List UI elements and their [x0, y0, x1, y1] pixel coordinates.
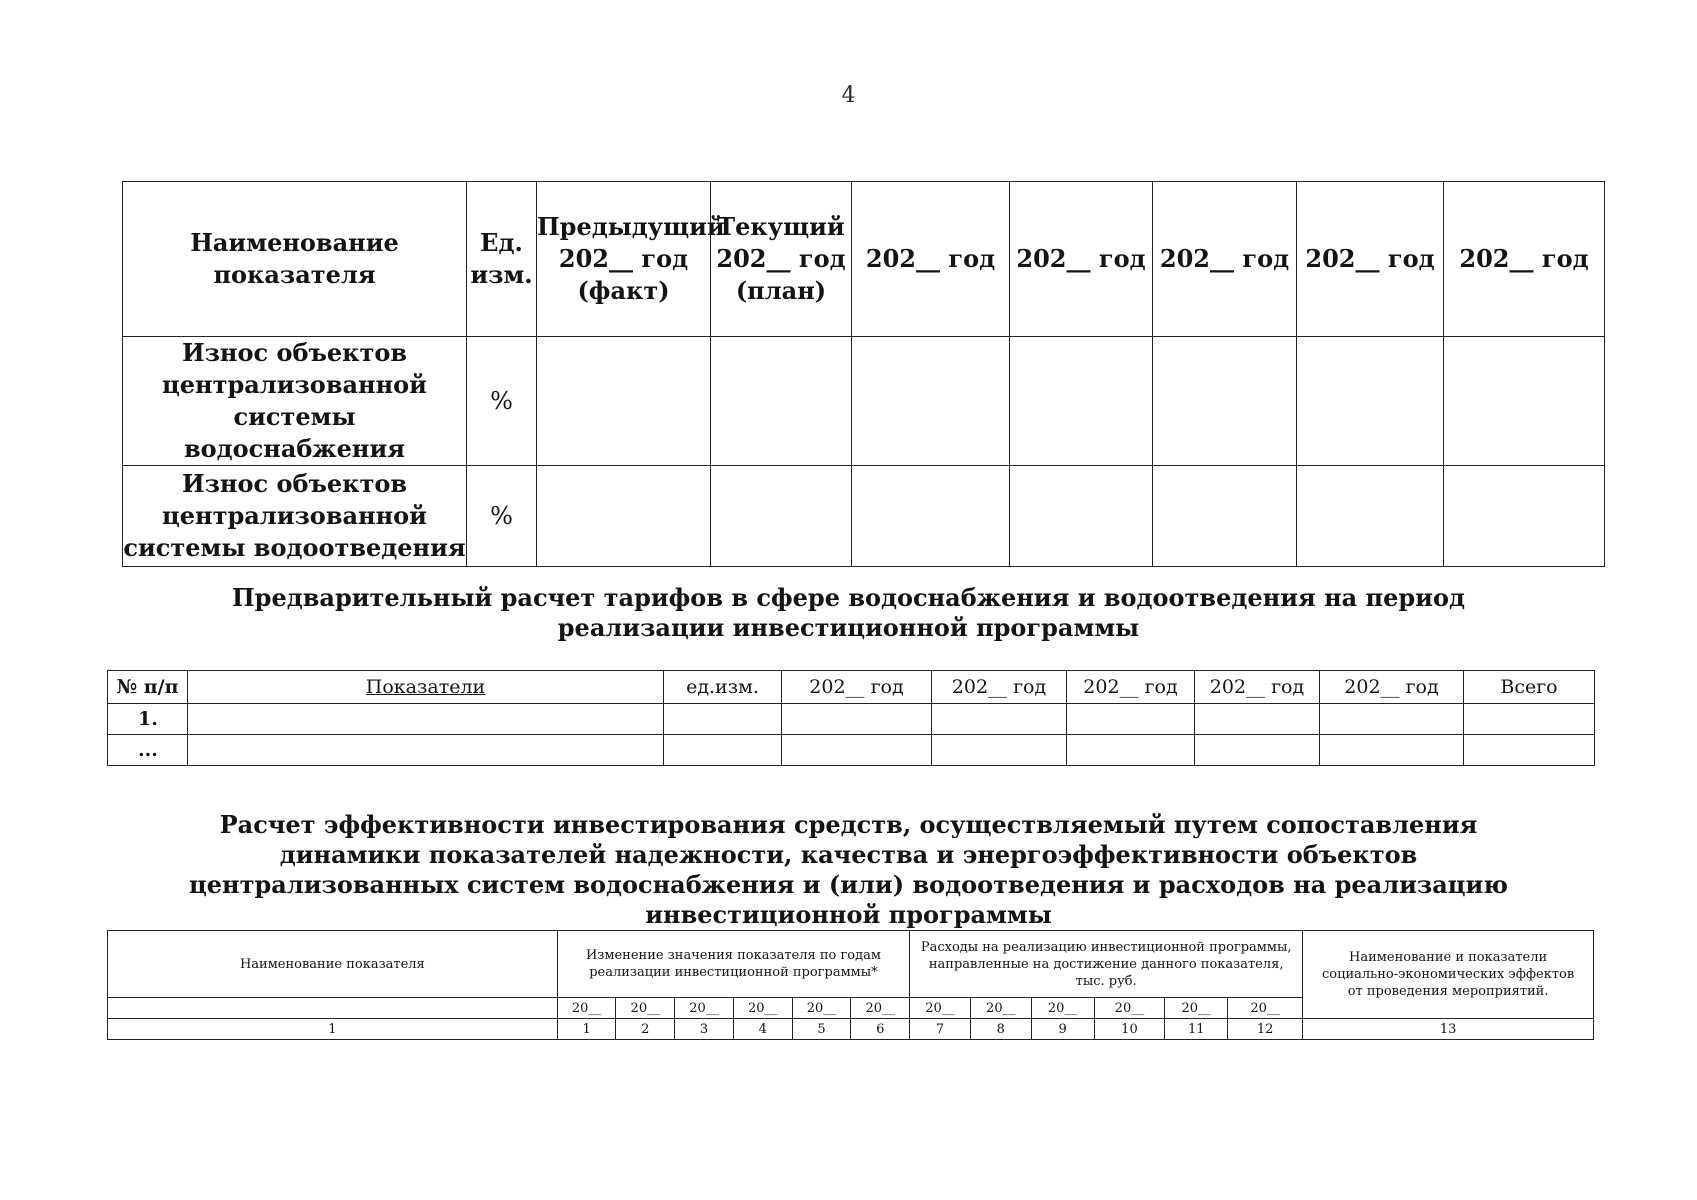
- header-unit: Ед. изм.: [467, 182, 537, 337]
- header-indicators: Показатели: [188, 671, 664, 704]
- header-name: Наименование показателя: [123, 182, 467, 337]
- header-year: 202__ год: [932, 671, 1067, 704]
- cell: [1067, 735, 1195, 766]
- row-name: Износ объектов централизованной системы водоснабжения: [123, 337, 467, 466]
- cell: [1297, 466, 1444, 567]
- cell: [1444, 337, 1605, 466]
- cell: [852, 337, 1010, 466]
- column-number: 11: [1165, 1019, 1228, 1040]
- header-year: 202__ год: [1195, 671, 1320, 704]
- change-year: 20__: [557, 998, 616, 1019]
- cell: [537, 466, 711, 567]
- header-name: Наименование показателя: [108, 931, 558, 998]
- table-header-row: [123, 182, 1605, 337]
- column-number: 7: [910, 1019, 971, 1040]
- column-number: 8: [970, 1019, 1031, 1040]
- cell: [1010, 337, 1153, 466]
- expense-year: 20__: [910, 998, 971, 1019]
- column-number: 9: [1031, 1019, 1094, 1040]
- header-year: 202__ год: [1444, 182, 1605, 337]
- change-year: 20__: [616, 998, 675, 1019]
- column-number: 13: [1303, 1019, 1594, 1040]
- cell: [1195, 704, 1320, 735]
- change-year: 20__: [851, 998, 910, 1019]
- section-title-text: Предварительный расчет тарифов в сфере водоснабжения и водоотведения на период реализации инвестиционной программы: [232, 583, 1465, 642]
- column-number: 5: [792, 1019, 851, 1040]
- table-column-numbers-row: [108, 1019, 1594, 1040]
- cell: [108, 998, 558, 1019]
- cell: [782, 735, 932, 766]
- header-effects: Наименование и показатели социально-экономических эффектов от проведения мероприятий.: [1303, 931, 1594, 1019]
- change-year: 20__: [792, 998, 851, 1019]
- expense-year: 20__: [1031, 998, 1094, 1019]
- expense-year: 20__: [970, 998, 1031, 1019]
- section-title-text: Расчет эффективности инвестирования средств, осуществляемый путем сопоставления динамики показателей надежности, качества и энергоэффективности объектов централизованных систем водоснабжения и (или) водоотведения и расходов на реализацию инвестиционной программы: [189, 810, 1508, 929]
- column-number: 10: [1094, 1019, 1165, 1040]
- header-year: 202__ год: [1320, 671, 1464, 704]
- cell: [1195, 735, 1320, 766]
- row-number: ...: [108, 735, 188, 766]
- expense-year: 20__: [1094, 998, 1165, 1019]
- table-row: [123, 466, 1605, 567]
- cell: [188, 704, 664, 735]
- header-year: 202__ год: [782, 671, 932, 704]
- header-change: Изменение значения показателя по годам реализации инвестиционной программы*: [557, 931, 909, 998]
- cell: [664, 735, 782, 766]
- cell: [1464, 704, 1595, 735]
- cell: [1067, 704, 1195, 735]
- header-number: № п/п: [108, 671, 188, 704]
- cell: [1153, 466, 1297, 567]
- row-name: Износ объектов централизованной системы водоотведения: [123, 466, 467, 567]
- column-number: 2: [616, 1019, 675, 1040]
- header-unit: ед.изм.: [664, 671, 782, 704]
- column-number: 6: [851, 1019, 910, 1040]
- cell: [1297, 337, 1444, 466]
- change-year: 20__: [675, 998, 734, 1019]
- cell: [537, 337, 711, 466]
- change-year: 20__: [733, 998, 792, 1019]
- column-number: 1: [557, 1019, 616, 1040]
- column-number: 4: [733, 1019, 792, 1040]
- cell: [1464, 735, 1595, 766]
- cell: [782, 704, 932, 735]
- table-header-row: [108, 671, 1595, 704]
- table-row: [123, 337, 1605, 466]
- cell: [932, 735, 1067, 766]
- header-expenses: Расходы на реализацию инвестиционной программы, направленные на достижение данного показателя, тыс. руб.: [910, 931, 1303, 998]
- column-number: 1: [108, 1019, 558, 1040]
- header-previous-year: Предыдущий 202__ год (факт): [537, 182, 711, 337]
- cell: [852, 466, 1010, 567]
- header-year: 202__ год: [852, 182, 1010, 337]
- column-number: 3: [675, 1019, 734, 1040]
- cell: [1320, 704, 1464, 735]
- header-year: 202__ год: [1153, 182, 1297, 337]
- investment-efficiency-table: [107, 930, 1594, 1040]
- cell: [711, 337, 852, 466]
- tariff-calculation-table: [107, 670, 1595, 766]
- expense-year: 20__: [1228, 998, 1303, 1019]
- header-year: 202__ год: [1067, 671, 1195, 704]
- table-row: [108, 735, 1595, 766]
- cell: [1320, 735, 1464, 766]
- cell: [1153, 337, 1297, 466]
- cell: [1010, 466, 1153, 567]
- row-unit: %: [467, 337, 537, 466]
- table-row: [108, 704, 1595, 735]
- row-number: 1.: [108, 704, 188, 735]
- cell: [188, 735, 664, 766]
- expense-year: 20__: [1165, 998, 1228, 1019]
- section-title-efficiency: [0, 810, 1697, 930]
- row-unit: %: [467, 466, 537, 567]
- cell: [1444, 466, 1605, 567]
- table-header-row: [108, 931, 1594, 998]
- column-number: 12: [1228, 1019, 1303, 1040]
- header-year: 202__ год: [1010, 182, 1153, 337]
- page-number: 4: [841, 83, 856, 108]
- header-total: Всего: [1464, 671, 1595, 704]
- section-title-tariffs: [0, 583, 1697, 643]
- cell: [711, 466, 852, 567]
- cell: [664, 704, 782, 735]
- wear-indicators-table: [122, 181, 1605, 567]
- header-current-year: Текущий 202__ год (план): [711, 182, 852, 337]
- header-year: 202__ год: [1297, 182, 1444, 337]
- cell: [932, 704, 1067, 735]
